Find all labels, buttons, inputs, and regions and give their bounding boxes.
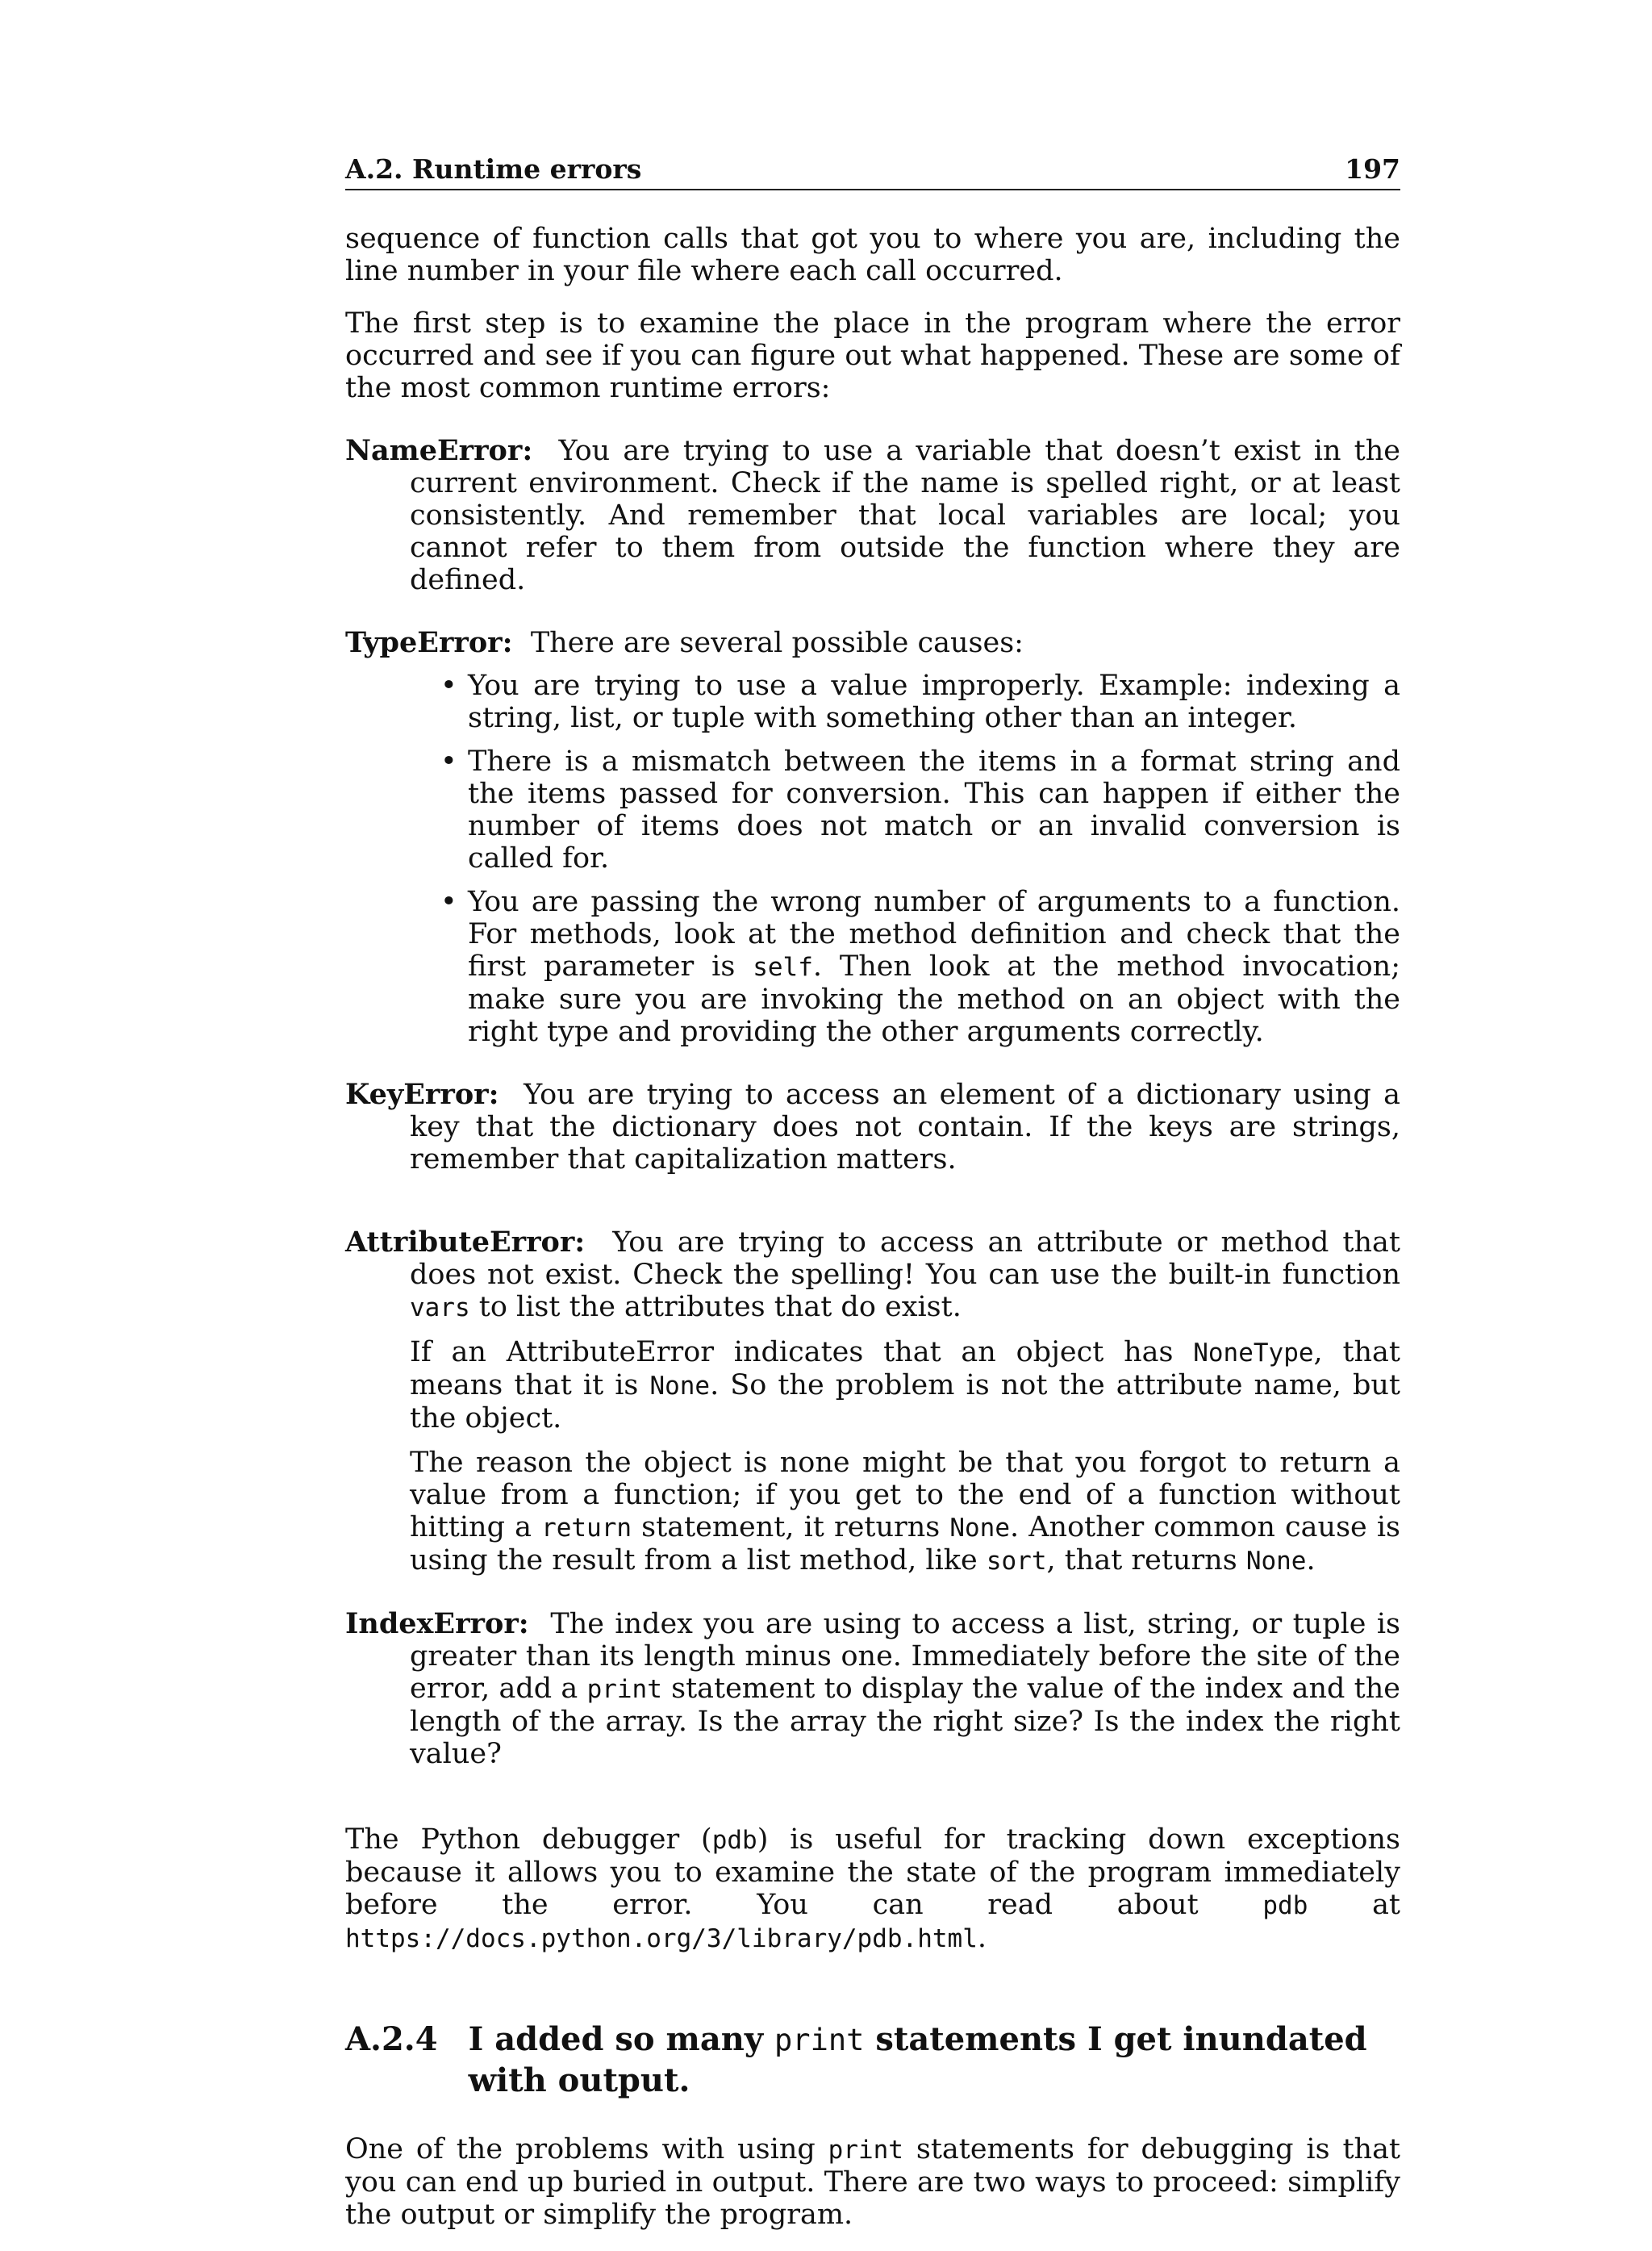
attribute-error-paragraph-3 xyxy=(345,1447,1400,1577)
intro-paragraph-2: The first step is to examine the place in the program where the error occurred and see if you can figure out what happened. These are some of the most common runtime errors: xyxy=(345,307,1400,404)
inline-code: print xyxy=(828,2136,903,2165)
type-error-term: TypeError: xyxy=(345,626,513,659)
index-error-term: IndexError: xyxy=(345,1607,529,1640)
list-item xyxy=(440,670,1400,734)
header-section-title: A.2. Runtime errors xyxy=(345,153,642,185)
type-error-definition xyxy=(345,627,1400,659)
attribute-error-term: AttributeError: xyxy=(345,1226,586,1259)
index-error-entry xyxy=(345,1608,1400,1770)
section-number: A.2.4 xyxy=(345,2020,438,2058)
inline-code: vars xyxy=(410,1293,470,1322)
name-error-text: You are trying to use a variable that doesn’t exist in the current environment. Check if the name is spelled right, or at least consistently. And remember that local variables are local; you cannot refer to them from outside the function where they are defined. xyxy=(410,435,1400,596)
text: , that returns xyxy=(1046,1544,1246,1577)
intro-paragraph-1: sequence of function calls that got you to where you are, including the line number in your file where each call occurred. xyxy=(345,223,1400,287)
text: , that means that it is xyxy=(410,1336,1400,1401)
attribute-error-text: You are trying to access an attribute or method that does not exist. Check the spelling! You can use the built-in function xyxy=(410,1226,1400,1291)
inline-code: None xyxy=(649,1372,711,1401)
pdb-paragraph xyxy=(345,1823,1400,1955)
bullet-icon: • xyxy=(440,670,457,702)
text: One of the problems with using xyxy=(345,2133,828,2165)
key-error-text: You are trying to access an element of a dictionary using a key that the dictionary does not contain. If the keys are strings, remember that capitalization matters. xyxy=(410,1079,1400,1176)
index-error-definition xyxy=(345,1608,1400,1770)
inline-code: NoneType xyxy=(1193,1338,1314,1368)
text: . xyxy=(977,1922,987,1954)
text: statements for debugging is that you can end up buried in output. There are two ways to proceed: simplify the output or simplify the program. xyxy=(345,2133,1400,2231)
key-error-definition xyxy=(345,1079,1400,1176)
name-error-term: NameError: xyxy=(345,434,533,467)
inline-code: self xyxy=(753,953,813,982)
key-error-term: KeyError: xyxy=(345,1078,499,1111)
book-page xyxy=(345,153,1400,2251)
index-error-text: statement to display the value of the index and the length of the array. Is the array the right size? Is the index the right value? xyxy=(410,1673,1400,1770)
text: at xyxy=(1308,1889,1400,1921)
text: . xyxy=(1306,1544,1316,1577)
section-title-text: statements I get inundated with output. xyxy=(468,2020,1367,2099)
inline-code: sort xyxy=(986,1547,1047,1576)
key-error-entry xyxy=(345,1079,1400,1176)
page-number: 197 xyxy=(1345,153,1400,185)
inline-code: None xyxy=(1245,1547,1307,1576)
cause-text: You are trying to use a value improperly. Example: indexing a string, list, or tuple with something other than an integer. xyxy=(468,670,1400,734)
text: statement, it returns xyxy=(632,1511,950,1543)
section-paragraph xyxy=(345,2133,1400,2231)
text: . So the problem is not the attribute name, but the object. xyxy=(410,1369,1400,1435)
inline-code: print xyxy=(586,1675,662,1704)
section-heading xyxy=(345,2019,1400,2101)
text: The Python debugger ( xyxy=(345,1823,712,1856)
inline-code: None xyxy=(949,1514,1011,1543)
text: ) is useful for tracking down exceptions because it allows you to examine the state of the program immediately before the error. You can read about xyxy=(345,1823,1400,1921)
inline-code: pdb xyxy=(1262,1891,1308,1920)
index-error-text: The index you are using to access a list, string, or tuple is greater than its length minus one. Immediately before the site of the error, add a xyxy=(410,1608,1400,1705)
attribute-error-text: to list the attributes that do exist. xyxy=(469,1291,962,1323)
running-header xyxy=(345,153,1400,190)
attribute-error-paragraph-2 xyxy=(345,1336,1400,1435)
text: The reason the object is none might be that you forgot to return a value from a function; if you get to the end of a function without hitting a xyxy=(410,1447,1400,1543)
section-title-text: I added so many xyxy=(468,2020,775,2058)
type-error-entry xyxy=(345,627,1400,1048)
attribute-error-definition xyxy=(345,1226,1400,1324)
list-item xyxy=(440,886,1400,1048)
type-error-text: There are several possible causes: xyxy=(530,627,1024,659)
pdb-docs-url: https://docs.python.org/3/library/pdb.html xyxy=(345,1924,978,1953)
cause-text: There is a mismatch between the items in a format string and the items passed for conversion. This can happen if either the number of items does not match or an invalid conversion is called for. xyxy=(468,745,1400,875)
inline-code: return xyxy=(541,1514,632,1543)
type-error-causes-list xyxy=(345,670,1400,1048)
bullet-icon: • xyxy=(440,745,457,778)
attribute-error-entry xyxy=(345,1226,1400,1577)
section-title xyxy=(469,2019,1400,2101)
section-title-code: print xyxy=(774,2023,865,2057)
name-error-definition xyxy=(345,435,1400,596)
inline-code: pdb xyxy=(711,1826,757,1855)
bullet-icon: • xyxy=(440,886,457,918)
cause-text: . Then look at the method invocation; make sure you are invoking the method on an object with the right type and providing the other arguments correctly. xyxy=(468,950,1400,1048)
text: If an AttributeError indicates that an object has xyxy=(410,1336,1194,1368)
text: . Another common cause is using the result from a list method, like xyxy=(410,1511,1401,1577)
name-error-entry xyxy=(345,435,1400,596)
cause-text: You are passing the wrong number of arguments to a function. For methods, look at the method definition and check that the first parameter is xyxy=(468,886,1400,983)
list-item xyxy=(440,745,1400,875)
